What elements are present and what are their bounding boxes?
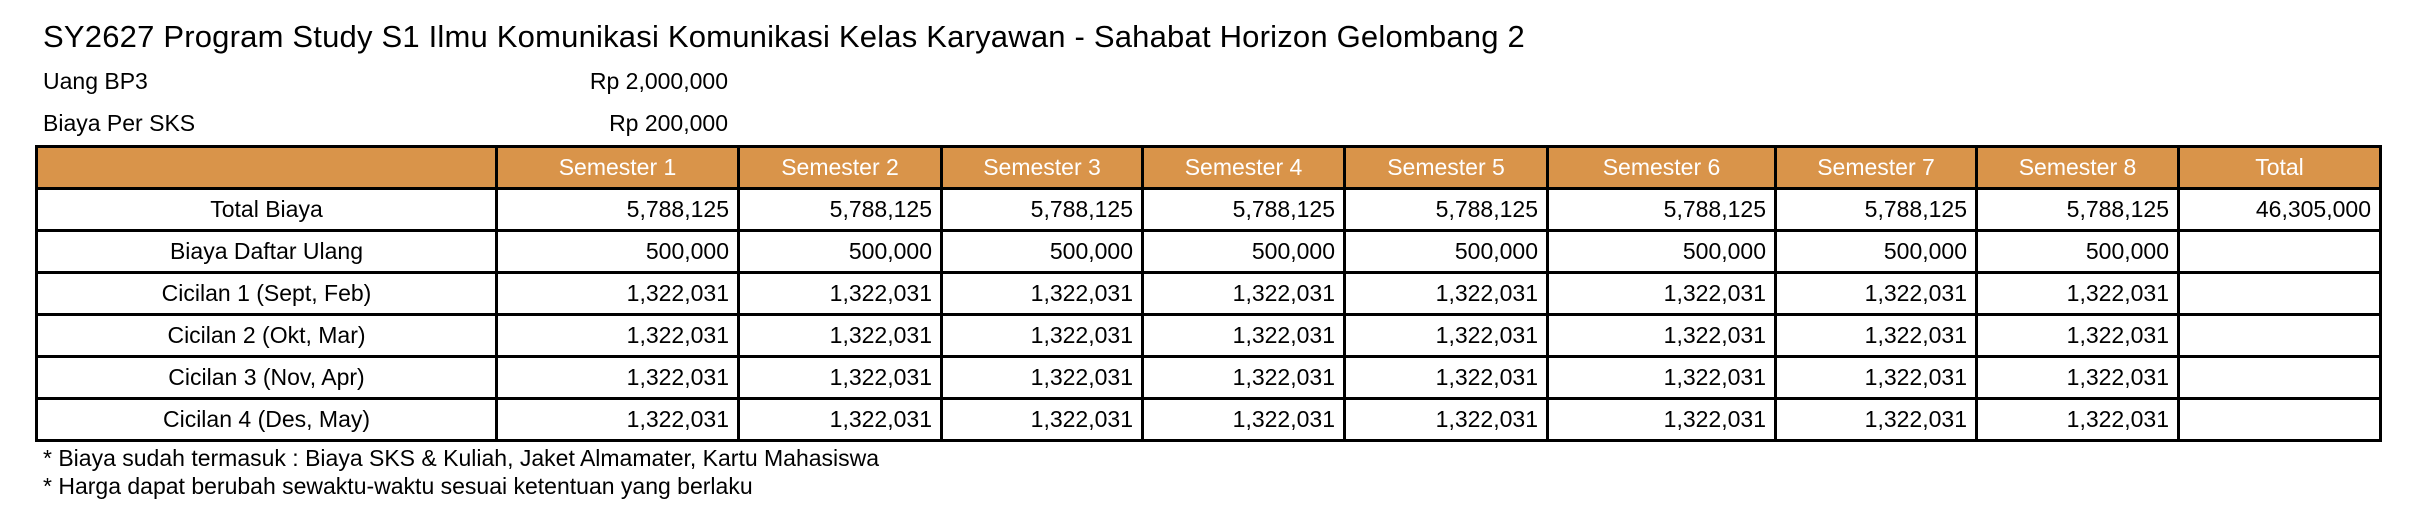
footnote-included-costs: * Biaya sudah termasuk : Biaya SKS & Kuliah, Jaket Almamater, Kartu Mahasiswa [43,445,880,471]
total-cell: 46,305,000 [2179,189,2381,231]
table-cell: 1,322,031 [1345,357,1548,399]
fee-table [35,145,2382,442]
table-cell: 1,322,031 [1143,315,1345,357]
header-semester-4: Semester 4 [1143,147,1345,189]
table-cell: 1,322,031 [1977,273,2179,315]
table-cell: 1,322,031 [739,357,942,399]
table-cell: 5,788,125 [739,189,942,231]
total-cell [2179,399,2381,441]
table-row-cicilan-4 [37,399,2381,441]
table-cell: 1,322,031 [739,399,942,441]
table-row-total-biaya [37,189,2381,231]
table-cell: 5,788,125 [497,189,739,231]
table-cell: 5,788,125 [1345,189,1548,231]
header-semester-7: Semester 7 [1776,147,1977,189]
table-cell: 500,000 [1548,231,1776,273]
table-cell: 1,322,031 [1143,357,1345,399]
table-cell: 500,000 [1977,231,2179,273]
table-cell: 1,322,031 [1776,357,1977,399]
table-cell: 5,788,125 [1776,189,1977,231]
table-cell: 1,322,031 [1776,399,1977,441]
table-cell: 500,000 [1143,231,1345,273]
table-cell: 1,322,031 [1548,357,1776,399]
table-cell: 1,322,031 [1345,273,1548,315]
header-semester-2: Semester 2 [739,147,942,189]
table-cell: 1,322,031 [1548,273,1776,315]
table-cell: 1,322,031 [1548,399,1776,441]
biaya-per-sks-value: Rp 200,000 [609,110,728,136]
header-semester-6: Semester 6 [1548,147,1776,189]
table-cell: 1,322,031 [1776,315,1977,357]
table-cell: 500,000 [497,231,739,273]
table-cell: 1,322,031 [739,315,942,357]
table-cell: 1,322,031 [1143,399,1345,441]
row-label: Biaya Daftar Ulang [37,231,497,273]
total-cell [2179,273,2381,315]
bp3-value: Rp 2,000,000 [589,68,728,94]
header-semester-3: Semester 3 [942,147,1143,189]
table-cell: 5,788,125 [1143,189,1345,231]
table-cell: 1,322,031 [942,315,1143,357]
table-cell: 5,788,125 [1548,189,1776,231]
table-cell: 1,322,031 [1345,399,1548,441]
table-cell: 5,788,125 [942,189,1143,231]
row-label: Cicilan 3 (Nov, Apr) [37,357,497,399]
table-cell: 500,000 [739,231,942,273]
header-total: Total [2179,147,2381,189]
header-semester-8: Semester 8 [1977,147,2179,189]
table-cell: 1,322,031 [1345,315,1548,357]
footnotes [43,444,879,500]
header-blank [37,147,497,189]
biaya-per-sks-label: Biaya Per SKS [43,110,196,136]
table-cell: 1,322,031 [1977,315,2179,357]
table-cell: 1,322,031 [497,357,739,399]
row-label: Cicilan 4 (Des, May) [37,399,497,441]
header-semester-5: Semester 5 [1345,147,1548,189]
table-row-cicilan-2 [37,315,2381,357]
table-cell: 1,322,031 [497,315,739,357]
row-label: Total Biaya [37,189,497,231]
row-label: Cicilan 1 (Sept, Feb) [37,273,497,315]
info-row-biaya-per-sks [43,108,728,138]
total-cell [2179,315,2381,357]
table-cell: 1,322,031 [739,273,942,315]
footnote-price-change: * Harga dapat berubah sewaktu-waktu sesuai ketentuan yang berlaku [43,473,753,499]
table-cell: 1,322,031 [942,399,1143,441]
bp3-label: Uang BP3 [43,68,148,94]
table-cell: 1,322,031 [942,273,1143,315]
table-cell: 1,322,031 [1977,399,2179,441]
table-cell: 1,322,031 [942,357,1143,399]
table-cell: 500,000 [1776,231,1977,273]
table-row-biaya-daftar-ulang [37,231,2381,273]
table-cell: 500,000 [942,231,1143,273]
total-cell [2179,231,2381,273]
table-cell: 1,322,031 [497,273,739,315]
table-cell: 1,322,031 [1143,273,1345,315]
table-cell: 500,000 [1345,231,1548,273]
table-header-row [37,147,2381,189]
total-cell [2179,357,2381,399]
table-row-cicilan-1 [37,273,2381,315]
page-title: SY2627 Program Study S1 Ilmu Komunikasi Komunikasi Kelas Karyawan - Sahabat Horizon Gelombang 2 [43,19,1525,54]
table-row-cicilan-3 [37,357,2381,399]
table-cell: 1,322,031 [1548,315,1776,357]
row-label: Cicilan 2 (Okt, Mar) [37,315,497,357]
header-semester-1: Semester 1 [497,147,739,189]
table-cell: 1,322,031 [497,399,739,441]
table-cell: 5,788,125 [1977,189,2179,231]
table-cell: 1,322,031 [1776,273,1977,315]
info-row-bp3 [43,66,728,96]
table-cell: 1,322,031 [1977,357,2179,399]
